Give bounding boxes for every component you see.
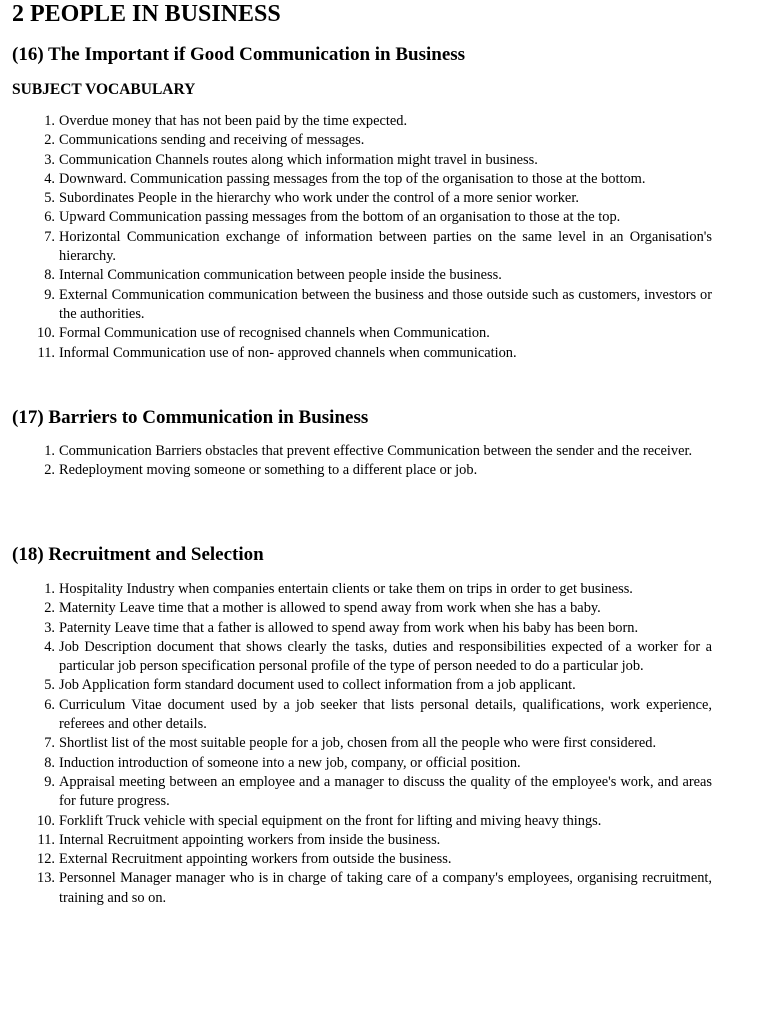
list-item bbox=[0, 131, 712, 150]
item-text: Communications sending and receiving of messages. bbox=[59, 132, 365, 149]
list-item bbox=[0, 869, 712, 908]
item-text: Personnel Manager manager who is in charge of taking care of a company's employees, organising recruitment, training and so on. bbox=[59, 870, 712, 906]
item-number: 9. bbox=[44, 286, 55, 303]
item-text: Internal Communication communication between people inside the business. bbox=[59, 267, 502, 284]
item-text: Communication Barriers obstacles that prevent effective Communication between the sender and the receiver. bbox=[59, 443, 693, 459]
item-text: External Recruitment appointing workers from outside the business. bbox=[59, 851, 452, 868]
list-item bbox=[0, 773, 712, 812]
item-number: 5. bbox=[44, 677, 55, 694]
item-text: Maternity Leave time that a mother is allowed to spend away from work when she has a baby. bbox=[59, 600, 601, 617]
list-item bbox=[0, 112, 712, 131]
section-17-heading: (17) Barriers to Communication in Business bbox=[12, 407, 369, 428]
item-number: 2. bbox=[44, 462, 55, 479]
item-number: 13. bbox=[37, 870, 55, 887]
item-text: Induction introduction of someone into a new job, company, or official position. bbox=[59, 754, 521, 771]
list-item bbox=[0, 676, 712, 695]
item-text: Internal Recruitment appointing workers from inside the business. bbox=[59, 831, 441, 848]
item-text: Hospitality Industry when companies entertain clients or take them on trips in order to get business. bbox=[59, 581, 633, 597]
document-title: 2 PEOPLE IN BUSINESS bbox=[12, 1, 281, 27]
list-item bbox=[0, 754, 712, 773]
item-number: 2. bbox=[44, 132, 55, 149]
item-text: Subordinates People in the hierarchy who work under the control of a more senior worker. bbox=[59, 190, 579, 207]
item-text: Shortlist list of the most suitable people for a job, chosen from all the people who were first considered. bbox=[59, 735, 657, 752]
item-text: Redeployment moving someone or something to a different place or job. bbox=[59, 462, 478, 479]
item-text: Job Application form standard document used to collect information from a job applicant. bbox=[59, 677, 576, 694]
item-text: Communication Channels routes along which information might travel in business. bbox=[59, 151, 538, 168]
list-item bbox=[0, 286, 712, 325]
item-text: Job Description document that shows clearly the tasks, duties and responsibilities expected of a worker for a particular job person specification personal profile of the type of person needed to do a particular job. bbox=[59, 638, 712, 675]
list-item bbox=[0, 442, 712, 461]
item-text: Horizontal Communication exchange of information between parties on the same level in an Organisation's hierarchy. bbox=[59, 228, 712, 265]
item-number: 11. bbox=[37, 831, 55, 848]
item-number: 3. bbox=[44, 151, 55, 168]
item-text: Formal Communication use of recognised channels when Communication. bbox=[59, 325, 490, 342]
list-item bbox=[0, 189, 712, 208]
section-16-list bbox=[0, 112, 712, 363]
list-item bbox=[0, 599, 712, 618]
list-item bbox=[0, 580, 712, 599]
item-number: 1. bbox=[44, 113, 55, 129]
item-number: 6. bbox=[44, 696, 55, 713]
item-number: 2. bbox=[44, 600, 55, 617]
item-text: External Communication communication between the business and those outside such as customers, investors or the authorities. bbox=[59, 286, 712, 322]
item-number: 3. bbox=[44, 619, 55, 636]
list-item bbox=[0, 619, 712, 638]
item-number: 6. bbox=[44, 209, 55, 226]
list-item bbox=[0, 850, 712, 869]
item-text: Upward Communication passing messages from the bottom of an organisation to those at the top. bbox=[59, 209, 621, 226]
item-number: 7. bbox=[44, 228, 55, 245]
item-text: Informal Communication use of non- approved channels when communication. bbox=[59, 344, 517, 361]
list-item bbox=[0, 151, 712, 170]
item-text: Curriculum Vitae document used by a job seeker that lists personal details, qualifications, work experience, referees and other details. bbox=[59, 696, 712, 733]
list-item bbox=[0, 812, 712, 831]
section-17-list bbox=[0, 442, 712, 481]
item-number: 4. bbox=[44, 170, 55, 187]
section-18-list bbox=[0, 580, 712, 908]
item-number: 8. bbox=[44, 267, 55, 284]
item-number: 1. bbox=[44, 581, 55, 597]
list-item bbox=[0, 734, 712, 753]
item-number: 10. bbox=[37, 325, 55, 342]
list-item bbox=[0, 461, 712, 480]
item-text: Appraisal meeting between an employee and a manager to discuss the quality of the employee's work, and areas for future progress. bbox=[59, 773, 712, 810]
item-number: 5. bbox=[44, 190, 55, 207]
list-item bbox=[0, 228, 712, 267]
list-item bbox=[0, 266, 712, 285]
list-item bbox=[0, 344, 712, 363]
item-number: 9. bbox=[44, 773, 55, 790]
item-number: 7. bbox=[44, 735, 55, 752]
item-number: 1. bbox=[44, 443, 55, 459]
list-item bbox=[0, 324, 712, 343]
list-item bbox=[0, 170, 712, 189]
list-item bbox=[0, 208, 712, 227]
list-item bbox=[0, 638, 712, 677]
item-number: 12. bbox=[37, 851, 55, 868]
item-number: 4. bbox=[44, 638, 55, 655]
section-16-heading: (16) The Important if Good Communication in Business bbox=[12, 44, 466, 65]
item-number: 10. bbox=[37, 812, 55, 829]
item-number: 11. bbox=[37, 344, 55, 361]
subject-vocabulary-heading: SUBJECT VOCABULARY bbox=[12, 81, 196, 98]
section-18-heading: (18) Recruitment and Selection bbox=[12, 544, 264, 565]
list-item bbox=[0, 831, 712, 850]
item-text: Paternity Leave time that a father is allowed to spend away from work when his baby has been born. bbox=[59, 619, 639, 636]
list-item bbox=[0, 696, 712, 735]
item-number: 8. bbox=[44, 754, 55, 771]
item-text: Overdue money that has not been paid by the time expected. bbox=[59, 113, 408, 129]
item-text: Downward. Communication passing messages from the top of the organisation to those at the bottom. bbox=[59, 170, 646, 187]
item-text: Forklift Truck vehicle with special equipment on the front for lifting and miving heavy things. bbox=[59, 812, 602, 829]
